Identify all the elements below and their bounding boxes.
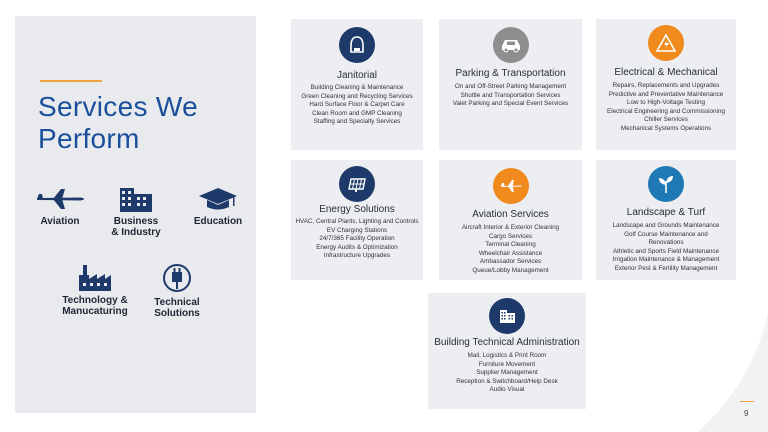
plug-icon	[162, 263, 192, 293]
page-title: Services We Perform	[38, 91, 198, 154]
building-icon	[118, 184, 154, 212]
high-voltage-icon	[648, 25, 684, 61]
list-item: Mechanical Systems Operations	[620, 124, 712, 132]
list-item: Irrigation Maintenance & Management	[612, 256, 720, 263]
solar-panel-icon	[339, 166, 375, 202]
list-item: Building Cleaning & Maintenance	[310, 84, 404, 91]
category-business-industry	[106, 184, 166, 238]
list-item: Exterior Pest & Fertility Management	[614, 264, 718, 272]
card-title: Energy Solutions	[319, 204, 395, 215]
card-title: Building Technical Administration	[434, 337, 580, 348]
card-janitorial	[291, 19, 423, 150]
service-list	[291, 218, 423, 261]
list-item: Reception & Switchboard/Help Desk	[456, 377, 558, 385]
list-item: EV Charging Stations	[326, 226, 388, 234]
category-education	[190, 186, 246, 227]
service-list	[439, 224, 582, 275]
list-item: Ambassador Services	[479, 258, 542, 265]
service-list	[596, 82, 736, 133]
card-aviation-services	[439, 160, 582, 280]
list-item: Mail, Logistics & Print Room	[467, 352, 547, 359]
page-number-accent	[740, 401, 754, 402]
list-item: Queue/Lobby Management	[472, 266, 549, 274]
list-item: Hard Surface Floor & Carpet Care	[309, 101, 405, 108]
airplane-icon	[35, 186, 85, 212]
service-list	[291, 84, 423, 127]
list-item: Low to High-Voltage Testing	[627, 99, 705, 106]
card-energy-solutions	[291, 160, 423, 280]
corner-decoration	[698, 312, 768, 432]
plant-icon	[648, 166, 684, 202]
list-item: Audio Visual	[489, 386, 525, 393]
card-title: Parking & Transportation	[455, 68, 566, 79]
list-item: Golf Course Maintenance and	[624, 230, 708, 238]
list-item: Predictive and Preventative Maintenance	[608, 90, 724, 98]
category-label: Technology & Manucaturing	[62, 295, 128, 317]
list-item: Cargo Services	[488, 232, 533, 240]
list-item: Aircraft Interior & Exterior Cleaning	[461, 224, 560, 231]
list-item: Furniture Movement	[478, 360, 536, 368]
list-item: Infrastructure Upgrades	[323, 252, 391, 259]
list-item: Energy Audits & Optimization	[316, 243, 398, 251]
vacuum-icon	[339, 27, 375, 63]
title-accent-line	[40, 80, 102, 82]
list-item: Landscape and Grounds Maintenance	[612, 222, 720, 229]
list-item: Green Cleaning and Recycling Services	[301, 92, 413, 100]
category-label: Technical Solutions	[154, 297, 200, 319]
category-technical-solutions	[148, 263, 206, 319]
office-building-icon	[489, 298, 525, 334]
card-electrical-mechanical	[596, 19, 736, 150]
list-item: HVAC, Central Plants, Lighting and Controls	[295, 218, 419, 225]
service-list	[596, 222, 736, 273]
list-item: Renovations	[648, 239, 684, 246]
service-list	[428, 352, 586, 395]
factory-icon	[77, 263, 113, 291]
list-item: Chiller Services	[644, 116, 688, 123]
list-item: 24/7/365 Facility Operation	[319, 235, 395, 242]
card-title: Landscape & Turf	[626, 207, 706, 218]
card-title: Electrical & Mechanical	[614, 67, 718, 78]
card-building-technical-administration	[428, 293, 586, 409]
service-list	[439, 83, 582, 109]
category-label: Education	[193, 216, 243, 227]
list-item: Electrical Engineering and Commissioning	[607, 107, 725, 115]
list-item: Supplier Management	[476, 369, 538, 376]
category-label: Aviation	[40, 216, 80, 227]
card-parking-transportation	[439, 19, 582, 150]
category-aviation	[34, 186, 86, 227]
list-item: Terminal Cleaning	[485, 241, 536, 248]
list-item: Wheelchair Assistance	[478, 249, 543, 257]
list-item: Athletic and Sports Field Maintenance	[612, 247, 720, 255]
card-title: Aviation Services	[472, 209, 549, 220]
list-item: On and Off-Street Parking Management	[454, 83, 567, 90]
list-item: Valet Parking and Special Event Services	[452, 100, 569, 107]
card-title: Janitorial	[336, 70, 378, 81]
category-technology-manufacturing	[58, 263, 132, 317]
card-landscape-turf	[596, 160, 736, 280]
car-icon	[493, 27, 529, 63]
list-item: Staffing and Specialty Services	[313, 118, 401, 125]
airplane-icon	[493, 168, 529, 204]
page-number: 9	[744, 409, 749, 418]
list-item: Clean Room and GMP Cleaning	[312, 109, 402, 117]
list-item: Shuttle and Transportation Services	[460, 91, 561, 99]
category-label: Business & Industry	[111, 216, 161, 238]
graduation-cap-icon	[197, 186, 239, 212]
list-item: Repairs, Replacements and Upgrades	[612, 82, 720, 89]
